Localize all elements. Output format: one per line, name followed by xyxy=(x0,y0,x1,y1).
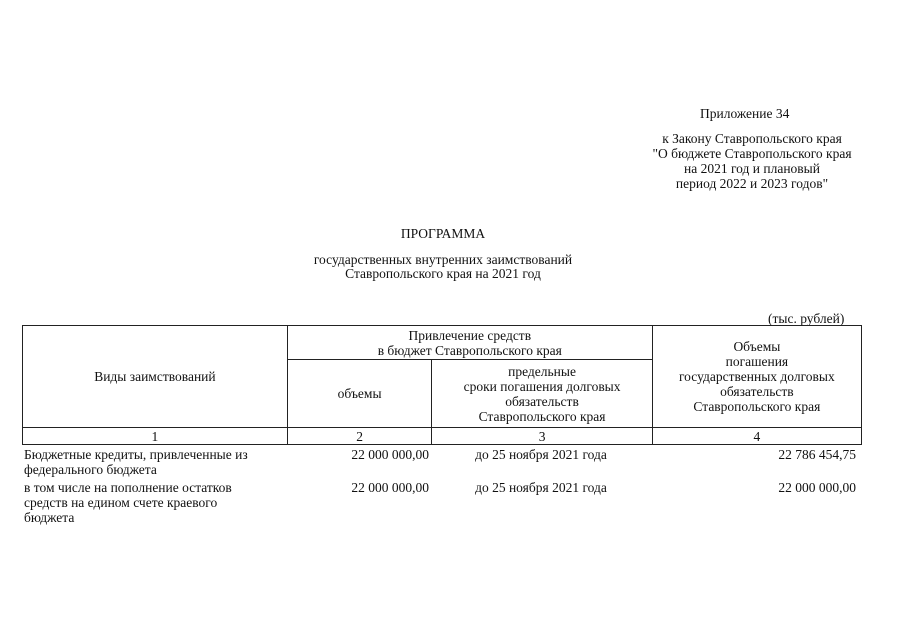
header-volumes xyxy=(287,360,432,428)
header-terms-line: сроки погашения долговых xyxy=(463,378,621,394)
law-line: к Закону Ставропольского края xyxy=(662,131,842,146)
header-types-label: Виды заимствований xyxy=(94,369,216,384)
table-row xyxy=(24,447,862,480)
row-name-line: Бюджетные кредиты, привлеченные из xyxy=(24,447,248,462)
row-name-line: средств на едином счете краевого xyxy=(24,495,218,510)
header-volumes-label: объемы xyxy=(337,386,382,401)
unit-label: (тыс. рублей) xyxy=(768,311,845,326)
header-repayment xyxy=(652,326,861,428)
column-number: 4 xyxy=(652,428,861,445)
law-line: на 2021 год и плановый xyxy=(684,161,820,176)
row-repayment: 22 786 454,75 xyxy=(778,447,856,462)
header-repayment-line: погашения xyxy=(725,354,789,369)
row-term: до 25 ноября 2021 года xyxy=(475,480,607,495)
law-line: "О бюджете Ставропольского края xyxy=(652,146,852,161)
column-number: 2 xyxy=(287,428,432,445)
header-types xyxy=(23,326,288,428)
law-line: период 2022 и 2023 годов" xyxy=(675,176,829,191)
row-name xyxy=(24,447,280,477)
row-name-line: в том числе на пополнение остатков xyxy=(24,480,232,495)
header-attraction-line: в бюджет Ставропольского края xyxy=(377,342,562,358)
header-attraction-line: Привлечение средств xyxy=(408,327,532,343)
header-terms xyxy=(432,360,652,428)
header-repayment-line: государственных долговых xyxy=(678,369,835,384)
attachment-heading: Приложение 34 xyxy=(700,106,790,121)
header-terms-line: предельные xyxy=(508,363,576,379)
row-name-line: федерального бюджета xyxy=(24,462,157,477)
row-name-line: бюджета xyxy=(24,510,75,525)
column-number: 1 xyxy=(23,428,288,445)
row-name xyxy=(24,480,280,525)
header-repayment-line: обязательств xyxy=(720,384,794,399)
row-volume: 22 000 000,00 xyxy=(351,447,429,462)
header-terms-line: обязательств xyxy=(505,393,579,409)
row-term: до 25 ноября 2021 года xyxy=(475,447,607,462)
header-repayment-line: Объемы xyxy=(733,339,781,354)
header-repayment-line: Ставропольского края xyxy=(693,399,821,414)
row-repayment: 22 000 000,00 xyxy=(778,480,856,495)
document-title: ПРОГРАММА xyxy=(400,226,486,241)
column-number: 3 xyxy=(432,428,652,445)
document-subtitle-line: государственных внутренних заимствований xyxy=(313,252,573,267)
header-table xyxy=(22,325,862,445)
header-attraction xyxy=(287,326,652,360)
law-reference xyxy=(632,131,872,191)
data-rows xyxy=(24,447,862,530)
table-row xyxy=(24,480,862,530)
row-volume: 22 000 000,00 xyxy=(351,480,429,495)
header-terms-line: Ставропольского края xyxy=(478,408,606,424)
document-subtitle-line: Ставропольского края на 2021 год xyxy=(345,266,541,281)
